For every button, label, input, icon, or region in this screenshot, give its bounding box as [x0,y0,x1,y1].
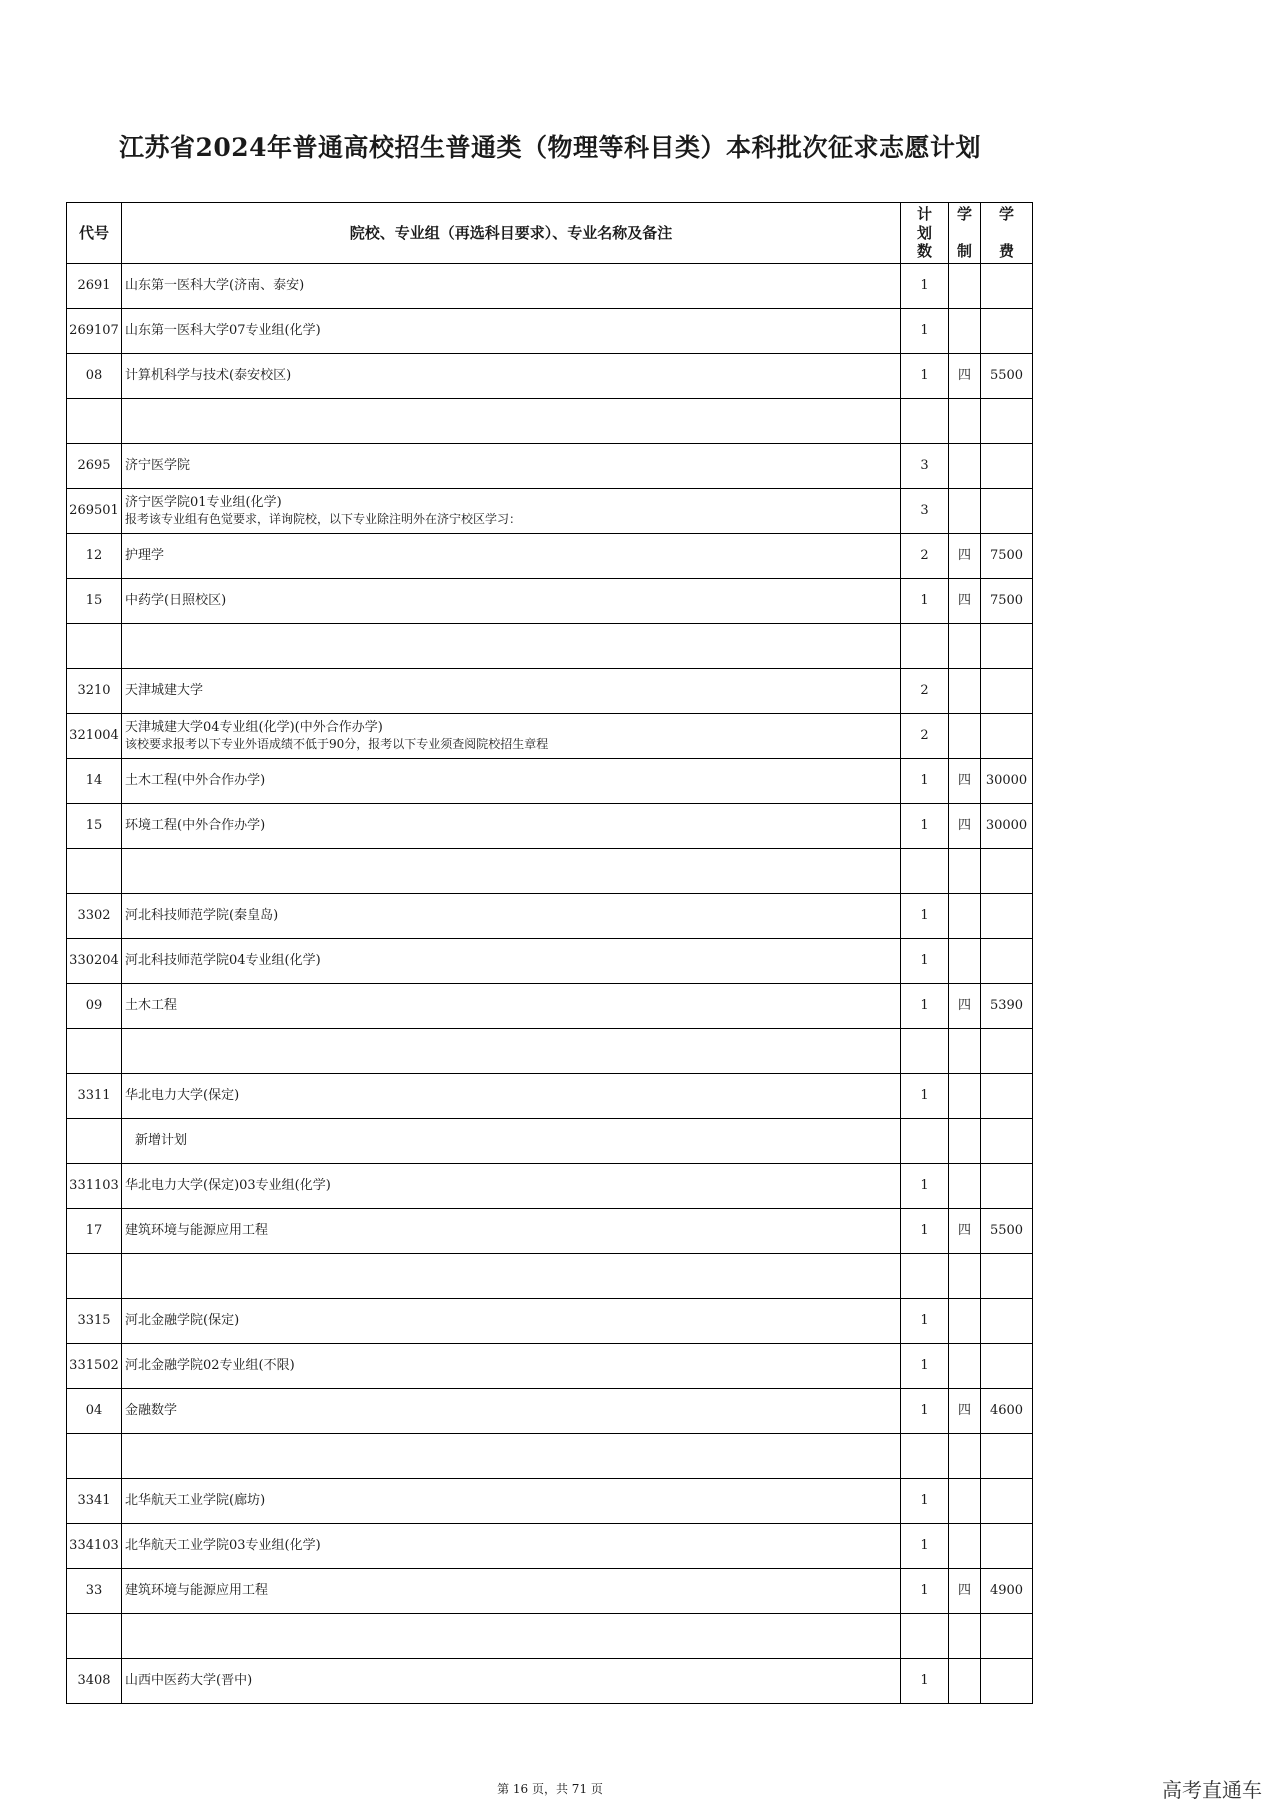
row-fee [981,624,1033,669]
row-code: 331103 [67,1164,122,1209]
row-plan: 1 [901,264,949,309]
row-name [122,1524,901,1569]
table-row [67,1119,1033,1164]
row-code: 3408 [67,1659,122,1704]
row-name-text: 济宁医学院01专业组(化学) [125,495,282,511]
table-row [67,534,1033,579]
row-name [122,939,901,984]
row-name [122,1659,901,1704]
row-name [122,579,901,624]
row-name-text: 山东第一医科大学07专业组(化学) [125,322,321,338]
row-code: 12 [67,534,122,579]
watermark: 高考直通车 [1162,1778,1262,1802]
row-code: 321004 [67,714,122,759]
row-years [949,1434,981,1479]
row-fee [981,894,1033,939]
row-plan: 1 [901,1389,949,1434]
table-row [67,1479,1033,1524]
row-years: 四 [949,354,981,399]
row-code: 330204 [67,939,122,984]
table-header-row [67,203,1033,264]
row-code: 334103 [67,1524,122,1569]
row-years [949,1524,981,1569]
row-plan: 1 [901,309,949,354]
row-fee [981,444,1033,489]
header-name: 院校、专业组（再选科目要求）、专业名称及备注 [122,203,901,264]
row-fee: 4600 [981,1389,1033,1434]
row-plan: 1 [901,759,949,804]
row-code: 08 [67,354,122,399]
row-name-text: 环境工程(中外合作办学) [125,817,266,833]
row-name [122,849,901,894]
row-plan [901,1119,949,1164]
table-row [67,1164,1033,1209]
row-code: 04 [67,1389,122,1434]
table-row [67,624,1033,669]
row-name-text: 金融数学 [125,1402,178,1418]
row-years [949,444,981,489]
row-name-text: 建筑环境与能源应用工程 [125,1582,269,1598]
row-name [122,1299,901,1344]
row-name [122,1074,901,1119]
row-name [122,1569,901,1614]
row-name [122,669,901,714]
row-plan [901,1254,949,1299]
row-name [122,309,901,354]
row-fee [981,264,1033,309]
row-code [67,1119,122,1164]
row-name [122,1479,901,1524]
row-code [67,399,122,444]
row-plan: 1 [901,1659,949,1704]
row-name [122,624,901,669]
row-fee: 30000 [981,804,1033,849]
row-plan: 1 [901,894,949,939]
row-plan [901,1614,949,1659]
row-code: 14 [67,759,122,804]
row-fee [981,669,1033,714]
row-name-text: 河北科技师范学院04专业组(化学) [125,952,321,968]
row-name [122,1209,901,1254]
row-plan: 1 [901,1074,949,1119]
row-fee [981,1434,1033,1479]
row-years [949,1164,981,1209]
row-code: 2695 [67,444,122,489]
row-fee: 7500 [981,534,1033,579]
header-years: 学 制 [949,203,981,264]
row-fee [981,1074,1033,1119]
row-years [949,1299,981,1344]
table-row [67,309,1033,354]
row-name-text: 天津城建大学 [125,682,204,698]
row-code: 3210 [67,669,122,714]
table-row [67,354,1033,399]
row-code [67,1434,122,1479]
row-plan: 1 [901,939,949,984]
table-row [67,1524,1033,1569]
row-name-text: 河北金融学院02专业组(不限) [125,1357,295,1373]
row-years: 四 [949,984,981,1029]
row-note: 报考该专业组有色觉要求，详询院校，以下专业除注明外在济宁校区学习： [125,511,522,526]
table-row [67,1389,1033,1434]
row-name-text: 土木工程 [125,997,178,1013]
row-name [122,399,901,444]
row-name [122,714,901,759]
row-name [122,1254,901,1299]
row-plan: 2 [901,534,949,579]
table-row [67,894,1033,939]
row-code: 2691 [67,264,122,309]
table-row [67,1209,1033,1254]
table-row [67,849,1033,894]
row-fee: 30000 [981,759,1033,804]
row-years [949,1074,981,1119]
row-name-text: 土木工程(中外合作办学) [125,772,266,788]
table-row [67,759,1033,804]
table-row [67,399,1033,444]
row-name-text: 护理学 [125,547,165,563]
row-code: 331502 [67,1344,122,1389]
row-code: 269107 [67,309,122,354]
row-code: 3341 [67,1479,122,1524]
row-name [122,1614,901,1659]
row-name [122,354,901,399]
row-years [949,1479,981,1524]
row-name-text: 济宁医学院 [125,457,191,473]
row-name [122,1344,901,1389]
row-plan: 1 [901,1164,949,1209]
header-code: 代号 [67,203,122,264]
row-name [122,444,901,489]
row-fee [981,1479,1033,1524]
row-code [67,849,122,894]
row-code: 269501 [67,489,122,534]
row-name [122,1389,901,1434]
row-years [949,1614,981,1659]
row-plan [901,399,949,444]
table-row [67,714,1033,759]
row-name [122,894,901,939]
row-name [122,489,901,534]
row-years: 四 [949,579,981,624]
row-years: 四 [949,1389,981,1434]
table-row [67,669,1033,714]
row-code: 17 [67,1209,122,1254]
page-title: 江苏省2024年普通高校招生普通类（物理等科目类）本科批次征求志愿计划 [118,133,982,162]
row-name [122,534,901,579]
row-fee [981,399,1033,444]
row-years [949,309,981,354]
table-row [67,1659,1033,1704]
row-fee: 5390 [981,984,1033,1029]
row-years [949,264,981,309]
table-row [67,1434,1033,1479]
row-plan: 1 [901,579,949,624]
row-fee [981,1344,1033,1389]
table-row [67,489,1033,534]
table-row [67,1614,1033,1659]
row-years: 四 [949,534,981,579]
row-fee [981,489,1033,534]
row-fee [981,1614,1033,1659]
row-plan: 3 [901,489,949,534]
row-name-text: 新增计划 [135,1132,188,1148]
row-code: 3311 [67,1074,122,1119]
row-plan: 1 [901,354,949,399]
enrollment-plan-table [66,202,1033,1704]
table-row [67,444,1033,489]
row-fee [981,1299,1033,1344]
row-plan: 1 [901,1569,949,1614]
row-plan [901,1434,949,1479]
row-fee: 5500 [981,354,1033,399]
row-name [122,984,901,1029]
row-note: 该校要求报考以下专业外语成绩不低于90分，报考以下专业须查阅院校招生章程 [125,736,549,751]
header-fee: 学 费 [981,203,1033,264]
row-name-text: 计算机科学与技术(泰安校区) [125,367,292,383]
row-name [122,1434,901,1479]
row-fee [981,849,1033,894]
row-plan: 1 [901,1344,949,1389]
row-name-text: 山东第一医科大学(济南、泰安) [125,277,305,293]
row-years [949,669,981,714]
row-years [949,399,981,444]
row-fee: 7500 [981,579,1033,624]
row-years [949,1119,981,1164]
table-row [67,1569,1033,1614]
row-name-text: 建筑环境与能源应用工程 [125,1222,269,1238]
row-code [67,1254,122,1299]
row-name-text: 天津城建大学04专业组(化学)(中外合作办学) [125,720,383,736]
row-code: 33 [67,1569,122,1614]
table-row [67,1029,1033,1074]
page-footer: 第 16 页，共 71 页 [497,1782,603,1796]
row-plan: 2 [901,714,949,759]
row-code: 15 [67,804,122,849]
row-years [949,489,981,534]
row-plan: 1 [901,804,949,849]
header-plan: 计 划 数 [901,203,949,264]
row-years: 四 [949,804,981,849]
row-fee [981,309,1033,354]
table-row [67,1344,1033,1389]
row-fee [981,1524,1033,1569]
row-fee [981,1029,1033,1074]
row-plan: 1 [901,1479,949,1524]
row-name [122,1119,901,1164]
row-plan: 1 [901,1524,949,1569]
row-name [122,804,901,849]
row-name [122,1164,901,1209]
row-plan [901,849,949,894]
row-fee [981,1164,1033,1209]
row-code: 3302 [67,894,122,939]
row-name-text: 北华航天工业学院03专业组(化学) [125,1537,321,1553]
row-name-text: 华北电力大学(保定) [125,1087,240,1103]
table-row [67,1074,1033,1119]
row-name-text: 华北电力大学(保定)03专业组(化学) [125,1177,331,1193]
row-years [949,939,981,984]
row-code: 15 [67,579,122,624]
row-years [949,1344,981,1389]
table-row [67,1254,1033,1299]
row-years: 四 [949,1209,981,1254]
row-years: 四 [949,759,981,804]
table-row [67,1299,1033,1344]
row-years [949,714,981,759]
row-years [949,624,981,669]
row-code [67,1029,122,1074]
row-code [67,624,122,669]
row-code: 3315 [67,1299,122,1344]
row-years [949,849,981,894]
row-fee [981,1254,1033,1299]
row-years [949,1029,981,1074]
row-fee [981,939,1033,984]
table-row [67,804,1033,849]
row-plan: 1 [901,1209,949,1254]
row-fee: 4900 [981,1569,1033,1614]
row-fee [981,714,1033,759]
row-plan [901,624,949,669]
row-name-text: 河北科技师范学院(秦皇岛) [125,907,279,923]
row-years [949,894,981,939]
row-code: 09 [67,984,122,1029]
row-name-text: 北华航天工业学院(廊坊) [125,1492,266,1508]
row-fee [981,1119,1033,1164]
table-row [67,939,1033,984]
row-name [122,264,901,309]
row-plan: 2 [901,669,949,714]
row-plan: 3 [901,444,949,489]
row-plan [901,1029,949,1074]
row-years [949,1659,981,1704]
row-plan: 1 [901,984,949,1029]
row-name-text: 中药学(日照校区) [125,592,227,608]
table-row [67,264,1033,309]
row-code [67,1614,122,1659]
row-name [122,1029,901,1074]
row-name-text: 山西中医药大学(晋中) [125,1672,253,1688]
table-row [67,984,1033,1029]
row-fee: 5500 [981,1209,1033,1254]
table-row [67,579,1033,624]
row-name [122,759,901,804]
row-plan: 1 [901,1299,949,1344]
row-years [949,1254,981,1299]
row-name-text: 河北金融学院(保定) [125,1312,240,1328]
row-fee [981,1659,1033,1704]
row-years: 四 [949,1569,981,1614]
